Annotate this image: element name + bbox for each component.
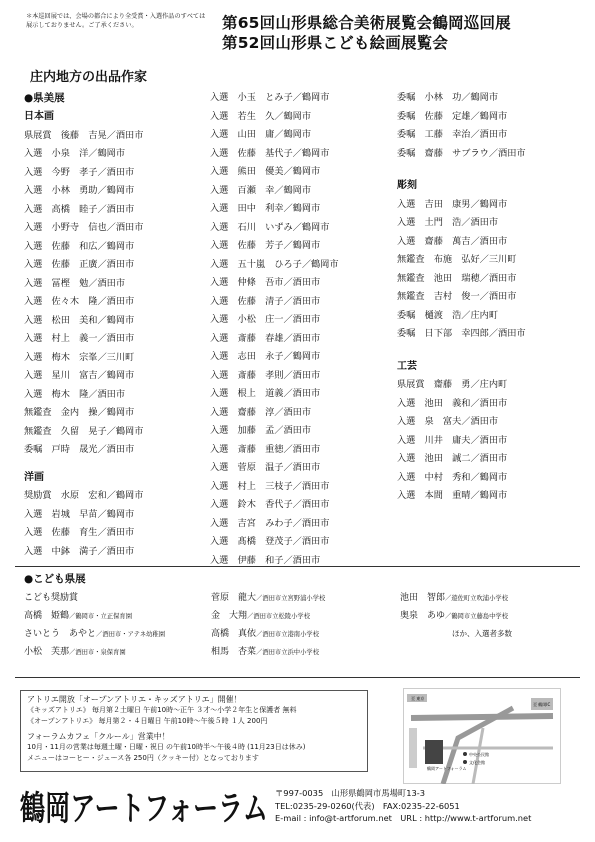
kids-name: 奥泉 あゆ — [400, 611, 446, 621]
kids-name: 金 大翔 — [211, 611, 248, 621]
artist-entry: 入選 川井 庸夫／酒田市 — [397, 434, 508, 446]
artist-entry: 入選 熊田 優美／鶴岡市 — [210, 166, 321, 177]
kids-affiliation: ／酒田市立浜中小学校 — [256, 649, 319, 656]
artist-entry: 入選 田中 利幸／鶴岡市 — [210, 203, 321, 214]
map-label: 鶴岡アートフォーラム — [427, 766, 467, 771]
kids-entry — [24, 625, 165, 643]
kids-name: 高橋 真依 — [211, 629, 257, 639]
group-label: 洋画 — [24, 471, 44, 483]
exhibit-titles — [222, 13, 511, 53]
map-road — [411, 716, 553, 718]
artist-entry: 入選 梅木 隆／酒田市 — [24, 388, 126, 400]
artist-entry: 入選 五十嵐 ひろ子／鶴岡市 — [210, 258, 339, 270]
access-map — [403, 688, 561, 784]
artist-entry: 入選 志田 永子／鶴岡市 — [210, 351, 321, 362]
section-divider — [15, 677, 580, 678]
artist-entry: 入選 佐藤 芳子／鶴岡市 — [210, 240, 321, 251]
kids-entry — [211, 643, 325, 661]
kids-name: こども奨励賞 — [24, 593, 79, 603]
email-url-line: E-mail : info@t-artforum.net URL : http://www.t-artforum.net — [275, 813, 532, 823]
artist-entry: 入選 斎藤 重徳／酒田市 — [210, 443, 321, 455]
kids-affiliation: ほか、入選者多数 — [452, 629, 512, 638]
column-2 — [210, 89, 400, 570]
artist-entry: 入選 高橋 睦子／酒田市 — [24, 203, 135, 215]
artist-entry: 入選 村上 義一／酒田市 — [24, 333, 135, 344]
group-rows — [24, 127, 204, 460]
cafe-line: 10月・11月の営業は毎週土曜・日曜・祝日 の午前10時半〜午後４時 (11月23日は休み) — [27, 743, 306, 751]
artist-entry: 入選 吉宮 みわ子／酒田市 — [210, 517, 330, 529]
kids-affiliation: ／遊佐町立吹浦小学校 — [445, 595, 508, 602]
artist-entry: 入選 小泉 洋／鶴岡市 — [24, 148, 126, 159]
prefecture-exhibit-header: ●県美展 — [24, 92, 65, 104]
kids-column — [400, 589, 512, 643]
section-divider — [15, 566, 580, 567]
map-block — [409, 728, 417, 768]
cafe-line: メニューはコーヒー・ジュース各 250円（クッキー付）となっております — [27, 754, 259, 762]
map-dot — [463, 760, 467, 764]
column-1 — [24, 89, 204, 561]
artist-entry: 入選 仲條 吾市／酒田市 — [210, 277, 321, 288]
artist-entry: 入選 菅原 温子／酒田市 — [210, 462, 321, 473]
artist-entry: 入選 中鉢 満子／酒田市 — [24, 545, 135, 557]
artist-entry: 奨励賞 水原 宏和／鶴岡市 — [24, 490, 144, 501]
artist-entry: 入選 泉 富夫／酒田市 — [397, 416, 499, 427]
map-label: 文化会館 — [469, 760, 485, 765]
artist-entry: 入選 百瀬 幸／鶴岡市 — [210, 184, 312, 196]
artist-entry: 入選 佐々木 隆／酒田市 — [24, 296, 135, 307]
atelier-line: 《オープンアトリエ》 毎月第２・４日曜日 午前10時〜午後５時 １人 200円 — [27, 717, 268, 725]
group-rows — [397, 89, 587, 163]
artist-entry: 入選 今野 孝子／酒田市 — [24, 166, 135, 178]
artist-entry: 入選 小林 勇助／鶴岡市 — [24, 185, 135, 196]
artist-entry: 入選 松田 美和／鶴岡市 — [24, 314, 135, 326]
group-label: 工芸 — [397, 360, 417, 372]
artist-entry: 入選 佐藤 正廣／酒田市 — [24, 259, 135, 270]
artist-entry: 入選 斎藤 春雄／酒田市 — [210, 332, 321, 344]
group-label: 彫刻 — [397, 180, 417, 191]
atelier-info-box — [20, 690, 368, 772]
artist-entry: 入選 佐藤 清子／酒田市 — [210, 295, 321, 307]
kids-entry — [24, 589, 165, 607]
artist-entry: 入選 吉田 康男／鶴岡市 — [397, 198, 508, 210]
artist-entry: 入選 山田 庸／鶴岡市 — [210, 129, 312, 140]
kids-column — [24, 589, 165, 661]
artist-entry: 無鑑査 吉村 俊一／酒田市 — [397, 291, 517, 302]
map-dot — [463, 752, 467, 756]
title-line-2: 第52回山形県こども絵画展覧会 — [222, 34, 449, 52]
artist-entry: 入選 鈴木 香代子／酒田市 — [210, 499, 330, 510]
phone-fax-line: TEL:0235-29-0260(代表) FAX:0235-22-6051 — [275, 800, 460, 811]
kids-entry — [400, 625, 512, 643]
artist-entry: 入選 佐藤 基代子／鶴岡市 — [210, 147, 330, 159]
artist-entry: 入選 佐藤 育生／酒田市 — [24, 527, 135, 538]
contact-info — [275, 787, 531, 825]
kids-name: 高橋 姫鶴 — [24, 611, 70, 621]
cafe-title: フォーラムカフェ「クルール」営業中！ — [27, 732, 170, 741]
artforum-logo — [20, 787, 270, 827]
artist-entry: 入選 池田 義和／酒田市 — [397, 397, 508, 409]
artist-entry: 入選 本間 重晴／鶴岡市 — [397, 490, 508, 501]
artist-entry: 入選 小松 庄一／酒田市 — [210, 314, 321, 325]
artist-entry: 委嘱 佐藤 定雄／鶴岡市 — [397, 110, 508, 122]
artist-entry: 入選 齋藤 淳／酒田市 — [210, 406, 312, 418]
kids-affiliation: ／酒田市・アテネ幼稚園 — [96, 631, 166, 638]
artist-entry: 入選 伊藤 和子／酒田市 — [210, 554, 321, 566]
artist-entry: 無鑑査 布施 弘好／三川町 — [397, 254, 517, 265]
group-label: 日本画 — [24, 111, 54, 122]
artist-entry: 入選 池田 誠二／酒田市 — [397, 453, 508, 464]
kids-column — [211, 589, 325, 661]
map-graphic — [403, 688, 561, 784]
artist-entry: 入選 梅木 宗峯／三川町 — [24, 351, 135, 363]
artist-entry: 入選 小野寺 信也／酒田市 — [24, 222, 144, 233]
kids-entry — [24, 643, 165, 661]
artist-entry: 入選 星川 富吉／鶴岡市 — [24, 370, 135, 381]
artist-entry: 入選 村上 三枝子／酒田市 — [210, 480, 330, 492]
kids-name: 小松 芙那 — [24, 647, 70, 657]
artist-entry: 無鑑査 池田 瑞穂／酒田市 — [397, 272, 517, 284]
kids-entry — [211, 589, 325, 607]
kids-affiliation: ／酒田市・泉保育園 — [69, 649, 126, 656]
artist-entry: 入選 根上 道義／酒田市 — [210, 388, 321, 399]
map-label: 至 東京 — [411, 696, 425, 701]
kids-exhibit-header: ●こども県展 — [24, 573, 86, 585]
kids-entry — [400, 607, 512, 625]
kids-entry — [400, 589, 512, 607]
artist-entry: 入選 土門 浩／酒田市 — [397, 217, 499, 228]
artist-entry: 入選 中村 秀和／鶴岡市 — [397, 471, 508, 483]
atelier-line: アトリエ開放「オープンアトリエ・キッズアトリエ」開催！ — [27, 695, 242, 704]
logo-text: 鶴岡アートフォーラム — [20, 789, 268, 827]
exhibit-note: ＊本巡回展では、会場の都合により全受賞・入選作品のすべては展示しておりません。ご了承ください。 — [26, 13, 206, 29]
address-line: 〒997-0035 山形県鶴岡市馬場町13-3 — [275, 788, 426, 798]
kids-entry — [211, 607, 325, 625]
artist-entry: 委嘱 工藤 幸治／酒田市 — [397, 129, 508, 140]
artist-entry: 入選 小玉 とみ子／鶴岡市 — [210, 92, 330, 103]
kids-name: 池田 智郎 — [400, 593, 446, 603]
artist-entry: 入選 冨樫 勉／酒田市 — [24, 277, 126, 289]
group-rows — [397, 196, 587, 344]
artist-entry: 県展賞 後藤 吉晃／酒田市 — [24, 129, 144, 141]
logo-wordmark — [20, 787, 270, 827]
atelier-line: 《キッズアトリエ》 毎月第２土曜日 午前10時〜正午 ３才〜小学２年生と保護者 無料 — [27, 706, 297, 714]
artist-entry: 無鑑査 金内 操／鶴岡市 — [24, 407, 135, 418]
artist-entry: 入選 斎藤 孝則／酒田市 — [210, 369, 321, 381]
artist-entry: 入選 髙橋 登茂子／酒田市 — [210, 536, 330, 547]
map-label: 至 鶴岡IC — [533, 702, 551, 707]
kids-entry — [211, 625, 325, 643]
kids-section — [24, 570, 584, 665]
group-rows — [397, 376, 587, 506]
kids-entry — [24, 607, 165, 625]
artist-entry: 入選 石川 いずみ／鶴岡市 — [210, 221, 330, 233]
column-3 — [397, 89, 587, 506]
kids-affiliation: ／酒田市立港南小学校 — [256, 631, 319, 638]
map-label: 中央公民館 — [469, 752, 489, 757]
kids-affiliation: ／鶴岡市立藤島中学校 — [445, 613, 508, 620]
kids-affiliation: ／酒田市立宮野浦小学校 — [256, 595, 326, 602]
artist-entry: 入選 若生 久／鶴岡市 — [210, 110, 312, 122]
artist-entry: 委嘱 日下部 幸四郎／酒田市 — [397, 328, 526, 339]
artist-entry: 委嘱 樋渡 浩／庄内町 — [397, 309, 499, 321]
kids-name: さいとう あやと — [24, 629, 97, 639]
artforum-marker — [425, 740, 443, 764]
artist-entry: 入選 加藤 孟／酒田市 — [210, 425, 312, 436]
kids-affiliation: ／酒田市立松陵小学校 — [247, 613, 310, 620]
artist-entry: 入選 佐藤 和広／鶴岡市 — [24, 240, 135, 252]
artist-entry: 委嘱 戸時 晟光／酒田市 — [24, 444, 135, 455]
artist-entry: 委嘱 小林 功／鶴岡市 — [397, 92, 499, 103]
artist-entry: 県展賞 齋藤 勇／庄内町 — [397, 379, 508, 390]
title-line-1: 第65回山形県総合美術展覧会鶴岡巡回展 — [222, 14, 511, 32]
artist-entry: 入選 齋藤 萬吉／酒田市 — [397, 235, 508, 247]
artist-entry: 無鑑査 久留 晃子／鶴岡市 — [24, 425, 144, 437]
artist-entry: 入選 岩城 早苗／鶴岡市 — [24, 508, 135, 520]
group-rows — [24, 487, 204, 561]
kids-name: 相馬 杏菜 — [211, 647, 257, 657]
section-title: 庄内地方の出品作家 — [30, 70, 148, 85]
kids-affiliation: ／鶴岡市・立正保育園 — [69, 613, 132, 620]
artist-entry: 委嘱 齋藤 サブラウ／酒田市 — [397, 147, 526, 159]
kids-name: 菅原 龍大 — [211, 593, 257, 603]
